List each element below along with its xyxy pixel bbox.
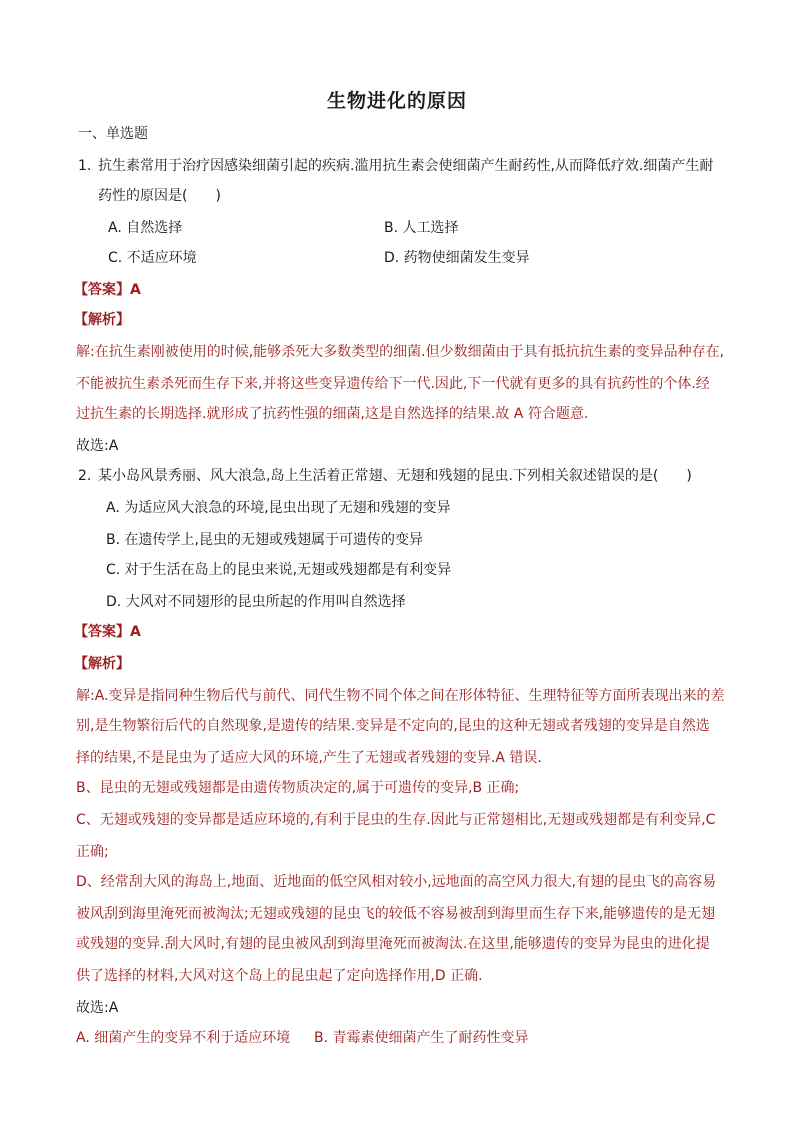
question-1-analysis-label: 【解析】	[74, 312, 130, 328]
question-1-explanation-line-1: 解:在抗生素刚被使用的时候,能够杀死大多数类型的细菌.但少数细菌由于具有抵抗抗生素的变异品种存在,	[76, 344, 725, 360]
question-1-answer: 【答案】A	[74, 282, 141, 298]
question-1-explanation-line-2: 不能被抗生素杀死而生存下来,并将这些变异遗传给下一代.因此,下一代就有更多的具有抗药性的个体.经	[76, 376, 710, 392]
question-2-explanation-line-8: 被风刮到海里淹死而被淘汰;无翅或残翅的昆虫飞的较低不容易被刮到海里而生存下来,能够遗传的是无翅	[76, 906, 716, 922]
question-2-answer: 【答案】A	[74, 624, 141, 640]
extra-option-b: B. 青霉素使细菌产生了耐药性变异	[314, 1030, 529, 1046]
question-2-explanation-line-6: 正确;	[76, 844, 109, 860]
question-2-text-line-1: 某小岛风景秀丽、风大浪急,岛上生活着正常翅、无翅和残翅的昆虫.下列相关叙述错误的是( )	[98, 468, 692, 484]
question-2-option-b: B. 在遗传学上,昆虫的无翅或残翅属于可遗传的变异	[106, 532, 423, 548]
question-1-text-line-2: 药性的原因是( )	[98, 188, 221, 204]
question-2-explanation-line-4: B、昆虫的无翅或残翅都是由遗传物质决定的,属于可遗传的变异,B 正确;	[76, 780, 520, 796]
question-2-choice: 故选:A	[76, 1000, 119, 1016]
page-title: 生物进化的原因	[326, 90, 467, 112]
question-2-option-c: C. 对于生活在岛上的昆虫来说,无翅或残翅都是有利变异	[106, 562, 452, 578]
question-1-option-c: C. 不适应环境	[108, 250, 197, 266]
question-2-option-a: A. 为适应风大浪急的环境,昆虫出现了无翅和残翅的变异	[106, 500, 451, 516]
question-2-explanation-line-7: D、经常刮大风的海岛上,地面、近地面的低空风相对较小,远地面的高空风力很大,有翅的昆虫飞的高容易	[76, 874, 717, 890]
question-1-choice: 故选:A	[76, 438, 119, 454]
extra-option-a: A. 细菌产生的变异不利于适应环境	[76, 1030, 291, 1046]
question-2-explanation-line-1: 解:A.变异是指同种生物后代与前代、同代生物不同个体之间在形体特征、生理特征等方面所表现出来的差	[76, 688, 725, 704]
question-2-explanation-line-3: 择的结果,不是昆虫为了适应大风的环境,产生了无翅或者残翅的变异.A 错误.	[76, 750, 542, 766]
question-2-analysis-label: 【解析】	[74, 656, 130, 672]
question-2-number: 2.	[78, 468, 92, 484]
question-1-explanation-line-3: 过抗生素的长期选择.就形成了抗药性强的细菌,这是自然选择的结果.故 A 符合题意.	[76, 406, 589, 422]
question-1-option-d: D. 药物使细菌发生变异	[384, 250, 530, 266]
question-2-explanation-line-5: C、无翅或残翅的变异都是适应环境的,有利于昆虫的生存.因此与正常翅相比,无翅或残翅都是有利变异,C	[76, 812, 716, 828]
question-1-option-a: A. 自然选择	[108, 220, 183, 236]
question-1-number: 1.	[78, 158, 92, 174]
question-1-option-b: B. 人工选择	[384, 220, 459, 236]
question-2-explanation-line-10: 供了选择的材料,大风对这个岛上的昆虫起了定向选择作用,D 正确.	[76, 968, 483, 984]
question-2-option-d: D. 大风对不同翅形的昆虫所起的作用叫自然选择	[106, 594, 406, 610]
question-1-text-line-1: 抗生素常用于治疗因感染细菌引起的疾病.滥用抗生素会使细菌产生耐药性,从而降低疗效.细菌产生耐	[98, 158, 714, 174]
section-heading: 一、单选题	[78, 126, 148, 142]
question-2-explanation-line-9: 或残翅的变异.刮大风时,有翅的昆虫被风刮到海里淹死而被淘汰.在这里,能够遗传的变异为昆虫的进化提	[76, 936, 710, 952]
question-2-explanation-line-2: 别,是生物繁衍后代的自然现象,是遗传的结果.变异是不定向的,昆虫的这种无翅或者残翅的变异是自然选	[76, 718, 710, 734]
